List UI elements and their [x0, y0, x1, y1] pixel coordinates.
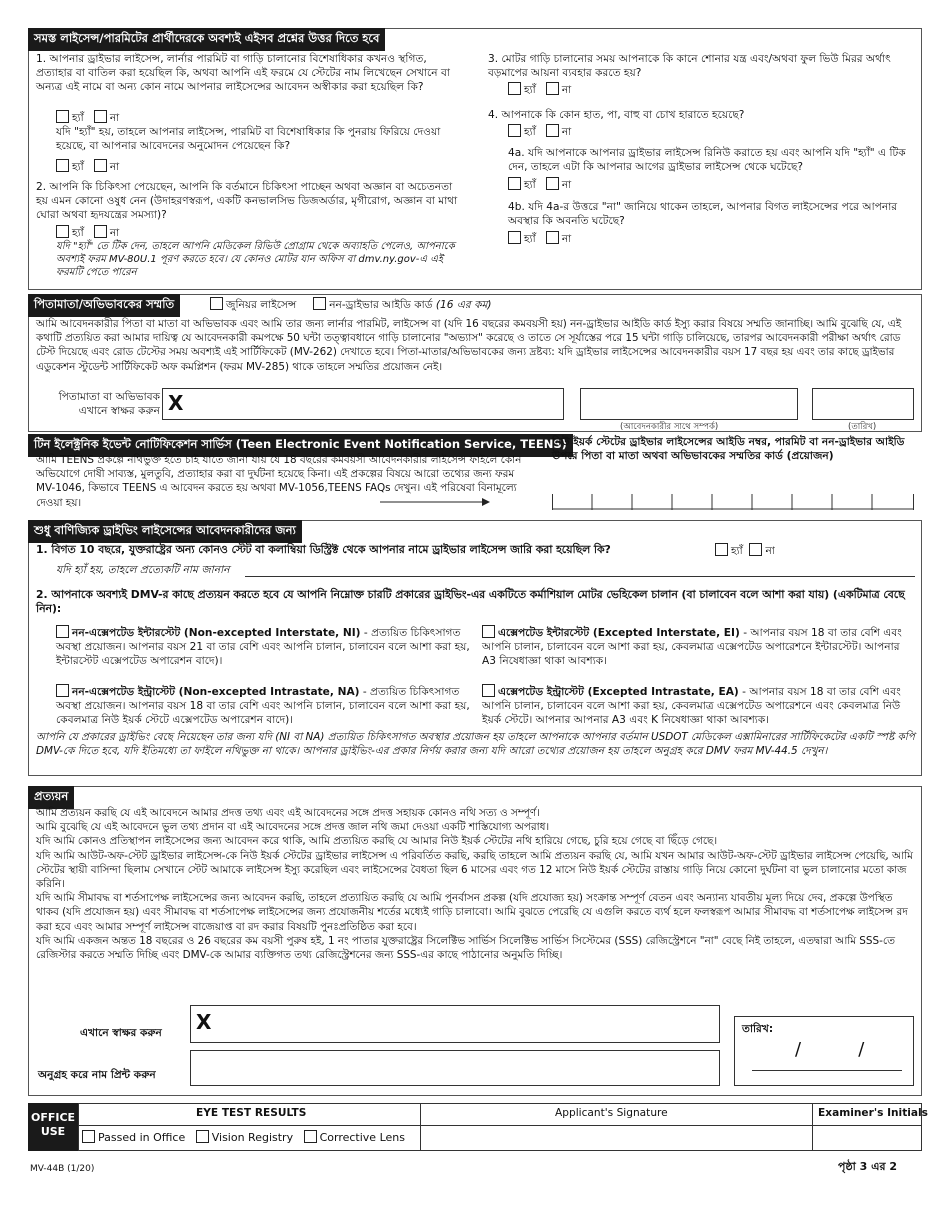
- teens-id-boxes[interactable]: [552, 490, 914, 510]
- option-ea: এক্সেপটেড ইন্ট্রাস্টেট (Excepted Intrastate, EA) - আপনার বয়স 18 বা তার বেশি এবং আপনি চালান, চালাবেন বলে আশা করা হয়, কেবলমাত্র এক্সেপটেড অপারেশনে এবং কেবলমাত্র নিউ ইয়র্ক স্টেটে। আপনার আপনার A3 এবং K নিষেধাজ্ঞা থাকা আবশ্যক।: [482, 686, 901, 726]
- option-na: নন-এক্সেপটেড ইন্ট্রাস্টেট (Non-excepted Intrastate, NA) - প্রত্যয়িত চিকিৎসাগত অবস্থা প্রয়োজন। আপনার বয়স 18 বা তার বেশি এবং আপনি চালান, চালাবেন বলে আশা করা হয়, কেবলমাত্র নিউ ইয়র্ক স্টেটে এক্সেপটেড অপারেশন বাদে)।: [56, 686, 470, 726]
- teens-header: টিন ইলেক্ট্রনিক ইভেন্ট নোটিফিকেশন সার্ভিস (Teen Electronic Event Notification Service, TEENS): [28, 434, 573, 457]
- q1-yes-checkbox[interactable]: [56, 110, 69, 123]
- question-4: 4. আপনাকে কি কোন হাত, পা, বাহু বা চোখ হারাতে হয়েছে?: [488, 109, 745, 121]
- examiner-initials-label: Examiner's Initials: [818, 1107, 928, 1119]
- question-4a: 4a. যদি আপনাকে আপনার ড্রাইভার লাইসেন্স রিনিউ করাতে হয় এবং আপনি যদি "হ্যাঁ" এ টিক দেন, তাহলে এটা কি আপনার আগের ড্রাইভার লাইসেন্স থেকে ঘটেছে?: [508, 147, 906, 173]
- q2-answer: হ্যাঁ না: [56, 225, 119, 243]
- cert-p2: আমি বুঝেছি যে এই আবেদনে ভুল তথ্য প্রদান বা এই আবেদনের সঙ্গে প্রদত্ত জাল নথি জমা দেওয়া একটি শাস্তিযোগ্য অপরাধ।: [36, 821, 550, 834]
- cert-p1: আমি প্রত্যয়ন করছি যে এই আবেদনে আমার প্রদত্ত তথ্য এবং এই আবেদনের সঙ্গে প্রদত্ত সহায়ক কোনও নথি সত্য ও সম্পূর্ণ।: [36, 807, 540, 819]
- q4-answer: হ্যাঁ না: [508, 124, 571, 142]
- passed-office-checkbox[interactable]: [82, 1130, 95, 1143]
- q1-no-checkbox[interactable]: [94, 110, 107, 123]
- vision-registry-checkbox[interactable]: [196, 1130, 209, 1143]
- corrective-lens-checkbox[interactable]: [304, 1130, 317, 1143]
- q1f-no-checkbox[interactable]: [94, 159, 107, 172]
- office-use-label: OFFICE USE: [28, 1103, 78, 1151]
- parent-date-field[interactable]: [812, 388, 914, 420]
- names-line[interactable]: [245, 576, 915, 577]
- cert-sign-x: X: [196, 1010, 212, 1034]
- teens-id-prompt: নিউ ইয়র্ক স্টেটের ড্রাইভার লাইসেন্সের আইডি নম্বর, পারমিট বা নন-ড্রাইভার আইডি উপরে পিতা বা মাতা অথবা অভিভাবকের সম্মতির কার্ড (প্রয়োজন): [552, 436, 905, 462]
- cq1-no-checkbox[interactable]: [749, 543, 762, 556]
- page-number: পৃষ্ঠা 3 এর 2: [838, 1160, 898, 1173]
- relation-field[interactable]: [580, 388, 798, 420]
- cert-p6: যদি আমি একজন অন্তত 18 বছরের ও 26 বছরের কম বয়সী পুরুষ হই, 1 নং পাতার যুক্তরাষ্ট্রের সিলেক্টিভ সার্ভিস সিলেক্টিভ সার্ভিস সিস্টেমের (SSS) রেজিস্ট্রেশনে "না" বেছে নিই তাহলে, এতদ্বারা আমি SSS-তে রেজিস্টার করতে সম্মতি দিচ্ছি এবং DMV-কে আমার ব্যক্তিগত তথ্য রেজিস্ট্রেশনের জন্য SSS-এর কাছে পাঠানোর অনুমতি দিচ্ছি।: [36, 934, 895, 962]
- id-number-boxes: [552, 490, 914, 510]
- applicant-signature-label: Applicant's Signature: [555, 1107, 668, 1119]
- junior-license-checkbox[interactable]: [210, 297, 223, 310]
- applicant-questions-header: সমস্ত লাইসেন্স/পারমিটের প্রার্থীদেরকে অবশ্যই এইসব প্রশ্নের উত্তর দিতে হবে: [28, 28, 385, 51]
- q3-yes-checkbox[interactable]: [508, 82, 521, 95]
- q4a-yes-checkbox[interactable]: [508, 177, 521, 190]
- form-id: MV-44B (1/20): [30, 1164, 95, 1174]
- parent-date-caption: (তারিখ): [848, 422, 877, 432]
- cert-date-line: [752, 1070, 902, 1071]
- q4a-no-checkbox[interactable]: [546, 177, 559, 190]
- q4b-no-checkbox[interactable]: [546, 231, 559, 244]
- office-mid-line: [78, 1125, 922, 1126]
- eye-test-header: EYE TEST RESULTS: [196, 1107, 307, 1119]
- option-ni: নন-এক্সেপটেড ইন্টারস্টেট (Non-excepted Interstate, NI) - প্রত্যয়িত চিকিৎসাগত অবস্থা প্রয়োজন। আপনার বয়স 21 বা তার বেশি এবং আপনি চালান, চালাবেন বলে আশা করা হয়, ইন্টারস্টেট এক্সেপটেড অপারেশন বাদে)।: [56, 627, 470, 667]
- office-divider-2: [812, 1103, 813, 1151]
- commercial-note: আপনি যে প্রকারের ড্রাইভিং বেছে নিয়েছেন তার জন্য যদি (NI বা NA) প্রত্যয়িত চিকিৎসাগত অবস্থার প্রয়োজন হয় তাহলে আপনাকে আপনার বর্তমান USDOT মেডিকেল এক্সামিনারের সার্টিফিকেটের একটি স্পষ্ট কপি DMV-কে দিতে হবে, যদি ইতিমধ্যে তা ফাইলে নথিভুক্ত না থাকে। আপনার ড্রাইভিং-এর প্রকার নির্ণয় করার জন্য যদি আরো তথ্যের প্রয়োজন হয় তাহলে অনুগ্রহ করে DMV ফরম MV-44.5 দেখুন।: [36, 731, 915, 757]
- cert-date-label: তারিখ:: [742, 1023, 774, 1035]
- certification-body: [36, 806, 916, 962]
- non-driver-id-checkbox[interactable]: [313, 297, 326, 310]
- ei-checkbox[interactable]: [482, 625, 495, 638]
- commercial-q2: 2. আপনাকে অবশ্যই DMV-র কাছে প্রত্যয়ন করতে হবে যে আপনি নিম্নোক্ত চারটি প্রকারের ড্রাইভিং-এর একটিতে কর্মাশিয়াল মোটর ভেহিকেল চালান (বা চালাবেন বলে আশা করা যায়) (একটিমাত্র বেছে নিন):: [36, 588, 905, 615]
- arrow-right-icon: [380, 496, 490, 508]
- cq1-yes-checkbox[interactable]: [715, 543, 728, 556]
- question-2-note: যদি "হ্যাঁ" তে টিক দেন, তাহলে আপনি মেডিকেল রিভিউ প্রোগ্রাম থেকে অব্যাহতি পেলেও, আপনাকে অবশ্যই ফরম MV-80U.1 পূরণ করতে হবে। যে কোনও মোটর যান অফিস বা dmv.ny.gov-এ এই ফরমটি পেতে পারেন: [56, 241, 455, 278]
- option-ei: এক্সেপটেড ইন্টারস্টেট (Excepted Interstate, EI) - আপনার বয়স 18 বা তার বেশি এবং আপনি চালান, চালাবেন বলে আশা করা হয়, কেবলমাত্র এক্সেপটেড অপারেশনে ইন্টারস্টেট। আপনার A3 নিষেধাজ্ঞা থাকা আবশ্যক।: [482, 627, 902, 667]
- cert-p4: যদি আমি আউট-অফ-স্টেট ড্রাইভার লাইসেন্স-কে নিউ ইয়র্ক স্টেটের ড্রাইভার লাইসেন্স এ পরিবর্তিত করছি, করছি তাহলে আমি প্রত্যয়ন করছি যে, আমি যখন আমার আউট-অফ-স্টেট ড্রাইভার লাইসেন্স পেয়েছি, আমি স্টেটের স্থায়ী বাসিন্দা ছিলাম সেখানে স্টেট আমাকে লাইসেন্স ইস্যু করেছিল এবং লাইসেন্সের বৈধতা ছিল 6 মাসের এবং গত 12 মাসে নিউ ইয়র্ক স্টেটের রাস্তায় গাড়ি নিয়ে কোনো দুর্ঘটনা বা ভুল চালানোর মতো কাজ করিনি।: [36, 849, 913, 891]
- parent-consent-options: জুনিয়র লাইসেন্স নন-ড্রাইভার আইডি কার্ড (16 এর কম): [210, 297, 492, 315]
- eye-test-options: Passed in Office Vision Registry Corrective Lens: [82, 1130, 405, 1144]
- question-1: 1. আপনার ড্রাইভার লাইসেন্স, লার্নার পারমিট বা গাড়ি চালানোর বিশেষাধিকার কখনও স্থগিত, প্রত্যাহার বা বাতিল করা হয়েছিল কি, অথবা আপনি এই ফরমে যে স্টেটের নাম লিখেছেন সেখানে বা অন্যত্র এই নামে বা অন্য কোন নামে আপনার লাইসেন্সের আবেদন অস্বীকার করা হয়েছিল কি?: [36, 53, 450, 93]
- q4-no-checkbox[interactable]: [546, 124, 559, 137]
- ea-checkbox[interactable]: [482, 684, 495, 697]
- na-checkbox[interactable]: [56, 684, 69, 697]
- q1-follow-answer: হ্যাঁ না: [56, 159, 119, 177]
- parent-consent-body: আমি আবেদনকারীর পিতা বা মাতা বা অভিভাবক এবং আমি তার জন্য লার্নার পারমিট, লাইসেন্স বা (যদি 16 বছরের কমবয়সী হয়) নন-ড্রাইভার আইডি কার্ড ইস্যু করার বিষয়ে সম্মতি জানাচ্ছি। আমি বুঝেছি যে, এই কথাটি প্রত্যয়িত করা আমার দায়িত্ব যে আবেদনকারী কমপক্ষে 50 ঘন্টা তত্ত্বাবধানে গাড়ি চালানোর "অভ্যাস" করেছে ও তাতে সে সূর্যাস্তের পরে 15 ঘন্টা গাড়ি চালিয়েছে, তারপর আবেদনকারী পরীক্ষা অর্থাৎ রোড টেস্ট দিয়েছে এবং রোড টেস্টের সময় অবশ্যই এই সার্টিফিকেট (MV-262) দেখাতে হবে। পিতা-মাতার/অভিভাবকের জন্য দ্রষ্টব্য: যদি ড্রাইভার লাইসেন্সের আবেদনকারীর বয়স 17 বছর হয় এবং তার কাছে ড্রাইভার এডুকেশন স্টুডেন্ট সার্টিফিকেট অফ কমপ্লিশন (ফরম MV-285) থাকে তাহলে সম্মতির প্রয়োজন নেই।: [36, 318, 902, 373]
- cert-signature-field[interactable]: [190, 1005, 720, 1043]
- q4b-answer: হ্যাঁ না: [508, 231, 571, 249]
- parent-consent-header: পিতামাতা/অভিভাবকের সম্মতি: [28, 294, 180, 317]
- question-3: 3. মোটর গাড়ি চালানোর সময় আপনাকে কি কানে শোনার যন্ত্র এবং/অথবা ফুল ভিউ মিরর অর্থাৎ বড়মাপের আয়না ব্যবহার করতে হয়?: [488, 53, 891, 79]
- teens-arrow: [380, 496, 490, 508]
- q1-answer: হ্যাঁ না: [56, 110, 119, 128]
- question-2: 2. আপনি কি চিকিৎসা পেয়েছেন, আপনি কি বর্তমানে চিকিৎসা পাচ্ছেন অথবা অজ্ঞান বা অচেতনতা হয় এমন কোনো ওষুধ নেন (উদাহরণস্বরূপ, একটি কনভালসিভ ডিজঅর্ডার, মৃগীরোগ, অজ্ঞান বা মাথা ঘোরা অথবা হৃদযন্ত্রের সমস্যা)?: [36, 181, 458, 221]
- cert-date-slashes[interactable]: / /: [795, 1039, 865, 1060]
- certification-header: প্রত্যয়ন: [28, 786, 74, 809]
- commercial-header: শুধু বাণিজ্যিক ড্রাইভিং লাইসেন্সের আবেদনকারীদের জন্য: [28, 520, 302, 543]
- q1f-yes-checkbox[interactable]: [56, 159, 69, 172]
- cert-sign-label: এখানে স্বাক্ষর করুন: [80, 1027, 162, 1039]
- q3-answer: হ্যাঁ না: [508, 82, 571, 100]
- office-divider-1: [420, 1103, 421, 1151]
- q2-yes-checkbox[interactable]: [56, 225, 69, 238]
- q2-no-checkbox[interactable]: [94, 225, 107, 238]
- print-name-field[interactable]: [190, 1050, 720, 1086]
- teens-body: আমি TEENS প্রকল্পে নথিভুক্ত হতে চাই যাতে জানা যায় যে 18 বছরের কমবয়সী আবেদনকারীর লাইসেন্স ফাইলে কোন অভিযোগে দোষী সাব্যস্ত, মুলতুবি, প্রত্যাহার করা বা দুর্ঘটনা হয়েছে কিনা। এই প্রকল্পের বিষয়ে আরো তথ্যের জন্য ফরম MV-1046, কিভাবে TEENS এ আবেদন করতে হয় অথবা MV-1056,TEENS FAQs দেখুন। এই পরিষেবা বিনামূল্যে দেওয়া হয়।: [36, 454, 522, 509]
- cert-print-label: অনুগ্রহ করে নাম প্রিন্ট করুন: [38, 1069, 156, 1081]
- cert-p5: যদি আমি সীমাবদ্ধ বা শর্তসাপেক্ষ লাইসেন্সের জন্য আবেদন করছি, তাহলে প্রত্যায়িত করছি যে আমি পুনর্বাসন প্রকল্প (যদি প্রযোজ্য হয়) সংক্রান্ত সম্পূর্ণ বেতন এবং অন্যান্য যাবতীয় মূল্য দিয়ে দেব, প্রকল্পে উপস্থিত থাকব (যদি প্রযোজন হয়) এবং সীমাবদ্ধ বা শর্তসাপেক্ষ লাইসেন্সের জন্য প্রযোজনীয় শর্তের মধ্যেই গাড়ি চালাবো। আমি বুঝতে পেরেছি যে এগুলি করতে ব্যর্থ হলে ফলস্বরূপ আমার সীমাবদ্ধ বা শর্তসাপেক্ষ লাইসেন্স রদ করা হবে এবং আমার সম্পূর্ণ লাইসেন্স বাজেয়াপ্ত বা রদ করার বিষয়টি পুনঃপ্রতিষ্ঠিত করা হবে।: [36, 892, 908, 933]
- q4b-yes-checkbox[interactable]: [508, 231, 521, 244]
- commercial-q1: 1. বিগত 10 বছরে, যুক্তরাষ্ট্রের অন্য কোনও স্টেট বা কলাম্বিয়া ডিস্ট্রিক্ট থেকে আপনার নামে ড্রাইভার লাইসেন্স জারি করা হয়েছিল কি?: [36, 543, 611, 556]
- relation-caption: (আবেদনকারীর সাথে সম্পর্ক): [620, 422, 719, 432]
- commercial-q1-follow: যদি হ্যাঁ হয়, তাহলে প্রত্যেকটি নাম জানান: [56, 564, 230, 576]
- commercial-q1-answer: হ্যাঁ না: [715, 543, 775, 561]
- parent-sign-label: পিতামাতা বা অভিভাবক এখানে স্বাক্ষর করুন: [58, 391, 160, 417]
- cert-p3: যদি আমি কোনও প্রতিস্থাপন লাইসেন্সের জন্য আবেদন করে থাকি, আমি প্রত্যয়িত করছি যে আমার নিউ ইয়র্ক স্টেটের নথি হারিয়ে গেছে, চুরি হয়ে গেছে বা ছিঁড়ে গেছে।: [36, 835, 718, 848]
- parent-sign-x: X: [168, 391, 184, 415]
- question-1-follow: যদি "হ্যাঁ" হয়, তাহলে আপনার লাইসেন্স, পারমিট বা বিশেষাধিকার কি পুনরায় ফিরিয়ে দেওয়া হয়েছে, বা আপনার আবেদনের অনুমোদন পেয়েছেন কি?: [56, 126, 441, 152]
- question-4b: 4b. যদি 4a-র উত্তরে "না" জানিয়ে থাকেন তাহলে, আপনার বিগত লাইসেন্সের পরে আপনার অবস্থার কি অবনতি ঘটেছে?: [508, 201, 898, 227]
- q4-yes-checkbox[interactable]: [508, 124, 521, 137]
- parent-signature-field[interactable]: [162, 388, 564, 420]
- ni-checkbox[interactable]: [56, 625, 69, 638]
- q3-no-checkbox[interactable]: [546, 82, 559, 95]
- q4a-answer: হ্যাঁ না: [508, 177, 571, 195]
